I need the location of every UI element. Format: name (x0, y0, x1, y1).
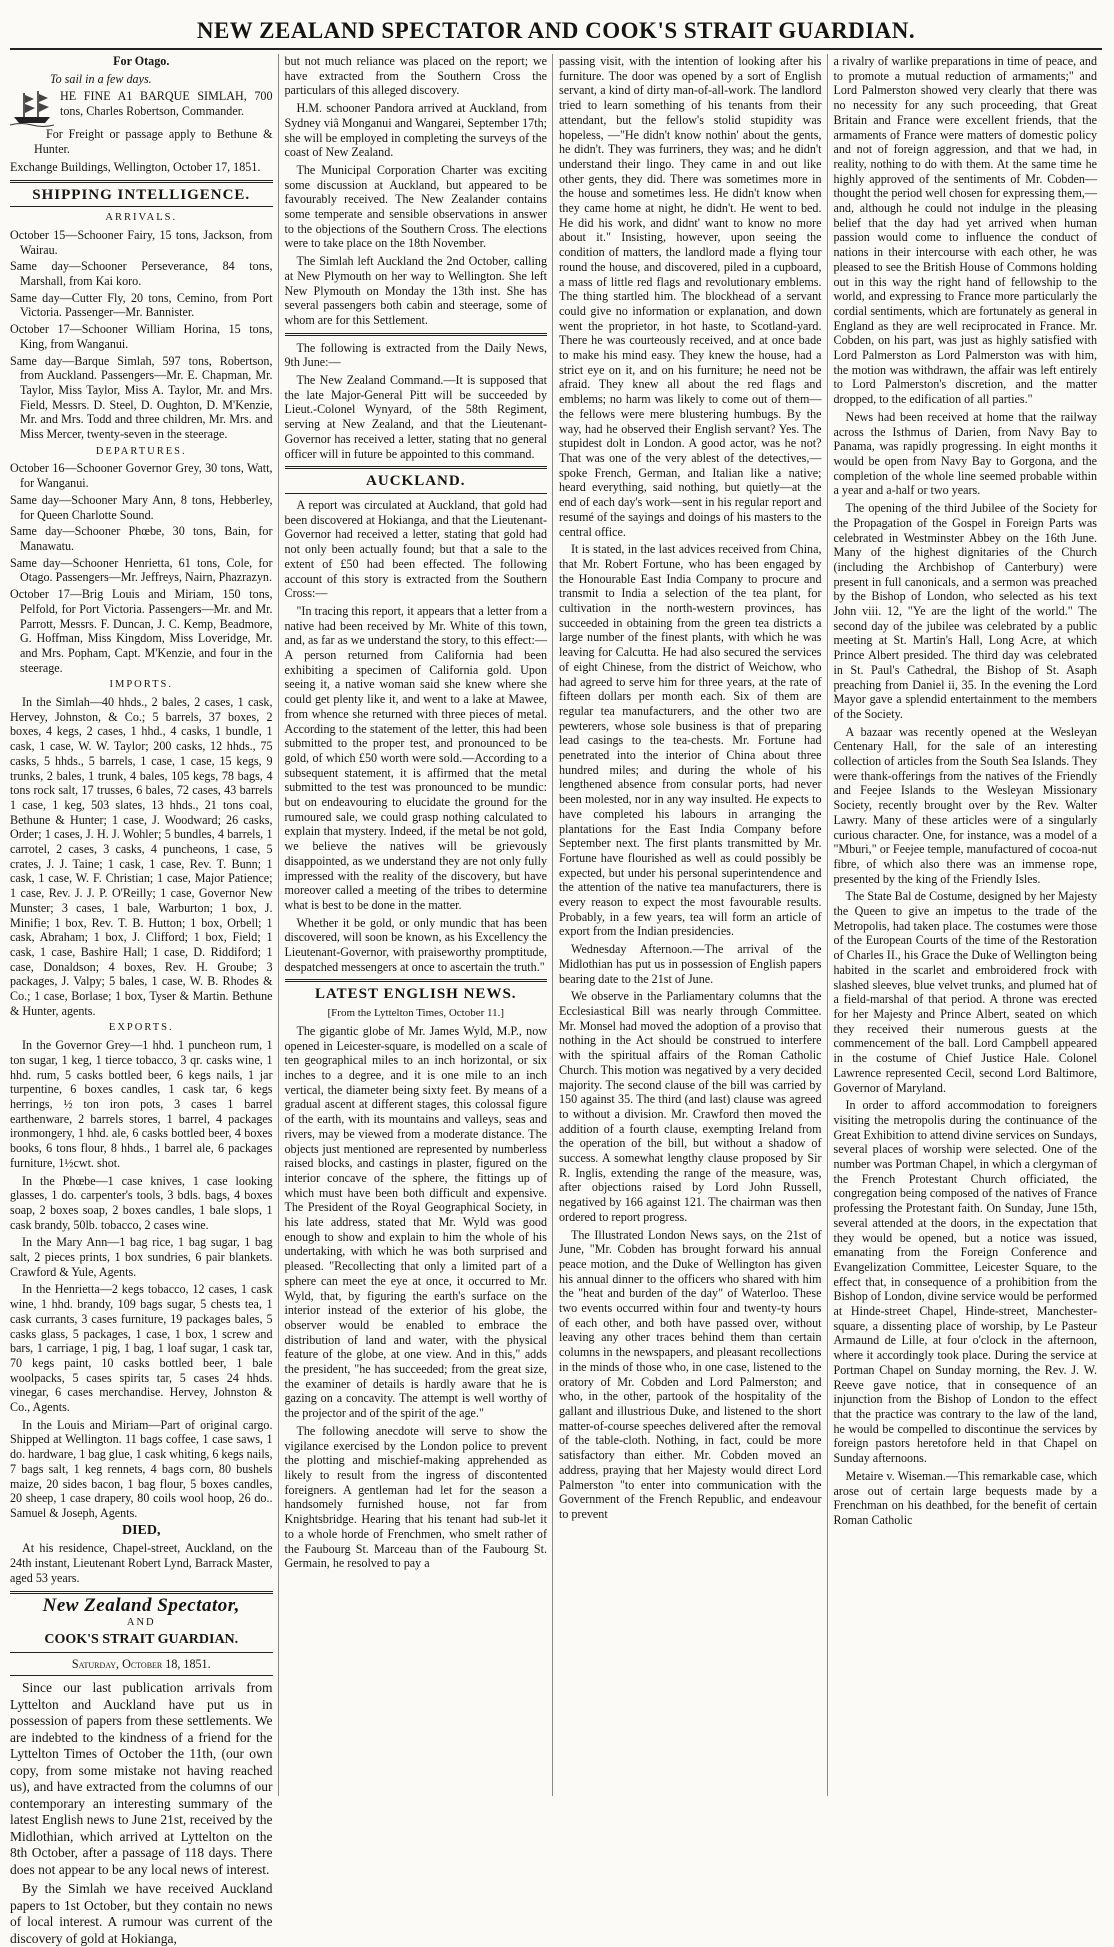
divider (285, 333, 548, 336)
ship-icon (10, 89, 54, 127)
article-paragraph: passing visit, with the intention of looking after his furniture. The door was opened by a sort of English servant, a kind of dirty man-of-all-work. The landlord tried to learn something of his tenants from their attendant, but the fellow's stolid stupidity was hopeless, —"He didn't know nothin' about the gents, he didn't. They was furriners, they was; and he didn't understand their lingo. They came in and out like other gents, they did. There was sometimes more in the house and sometimes less. He didn't know when they came home at night, he didn't. He went to bed. He did his work, and didnt' want to know no more about it." Insisting, however, upon seeing the condition of matters, the landlord made a flying tour round the house, and discovered, piled in a cupboard, a mass of little red flags and revolutionary emblems. The thing startled him. The blockhead of a servant could give no information or explanation, and down went the proprietor, in hot haste, to Scotland-yard. There he was courteously received, and at once bade to make his mind easy. They knew the house, had a strict eye on it, and on his furniture; he need not be afraid. They knew all about the red flags and emblems; no harm was likely to come out of them—the fellows were mere blustering humbugs. By the way, had he observed their English servant? Yes. The stupidest dolt in London. A good actor, was he not? That was one of the very ablest of the detectives,—spoke French, German, and Italian like a native; heard everything, said nothing, but quietly—at the end of each day's work—sent in his regular report and resumé of the sayings and doings of his masters to the central office. (559, 54, 822, 539)
divider (285, 979, 548, 982)
arrivals-heading: ARRIVALS. (105, 212, 178, 224)
ship-advertisement (10, 89, 273, 127)
divider (10, 180, 273, 183)
divider (10, 1591, 273, 1594)
imports-heading: IMPORTS. (109, 679, 173, 691)
article-paragraph: The Simlah left Auckland the 2nd October, calling at New Plymouth on her way to Wellington. She left New Plymouth on Monday the 13th inst. She has several passengers both cabin and steerage, some of whom are for this Settlement. (284, 254, 547, 327)
latest-news-source: [From the Lyttelton Times, October 11.] (327, 1007, 504, 1020)
latest-paragraph: The following anecdote will serve to show the vigilance exercised by the London police to prevent the plotting and mischief-making apprehended as likely to result from the ingress of discontented foreigners. A gentleman had let for the season a handsomely furnished house, not far from Knightsbridge. Hearing that his tenant had sub-let it to a whole horde of Frenchmen, who smelt rather of the Faubourg St. Marceau than of the Faubourg St. Germain, he resolved to pay a (284, 1423, 547, 1571)
ad-freight: For Freight or passage apply to Bethune & Hunter. (34, 127, 273, 157)
exports-entry: In the Phœbe—1 case knives, 1 case looking glasses, 1 do. carpenter's tools, 3 bdls. bags, 4 boxes soap, 2 boxes soap, 2 boxes candles, 1 bale slops, 1 cask brandy, 50lb. tobacco, 2 cases wine. (10, 1173, 273, 1232)
article-paragraph: a rivalry of warlike preparations in time of peace, and to promote a mutual reduction of armaments;" and Lord Palmerston showed very clearly that there was no necessity for any such proceeding, that Great Britain and France were excellent friends, that the armaments of France were matters of domestic policy and not of foreign aggression, and that we had, in reality, nothing to do with them. At the same time he highly approved of the sentiments of Mr. Cobden—thought the period well chosen for expressing them,—and, although he could not indulge in the pleasing belief that the day had yet arrived when human passion would come to influence the conduct of nations in their intercourse with each other, he was pleased to see the British House of Commons holding out in this way the right hand of fellowship to the world, and expressing to France more particularly the cordial sentiments, which are fortunately as general in England as they are well reciprocated in France. Mr. Cobden, on his part, was just as highly satisfied with Lord Palmerston as Lord Palmerston was with him, the motion was withdrawn, the affair was left entirely to Lord Palmerston's discretion, and the matter dropped, to the edification of all parties." (833, 54, 1097, 407)
lead-paragraph: By the Simlah we have received Auckland papers to 1st October, but they contain no news of local interest. A rumour was current of the discovery of gold at Hokianga, (10, 1881, 273, 1946)
departure-entry: Same day—Schooner Phœbe, 30 tons, Bain, for Manawatu. (10, 524, 273, 553)
exports-entry: In the Louis and Miriam—Part of original cargo. Shipped at Wellington. 11 bags coffee, 1 case saws, 1 do. hardware, 1 bag glue, 1 cask whiting, 6 kegs nails, 7 bags salt, 1 keg rennets, 4 bags corn, 80 bushels maize, 20 sides bacon, 1 bag flour, 5 boxes candles, 20 sheep, 1 case drapery, 80 coils wool hoop, 26 do.. Samuel & Joseph, Agents. (10, 1417, 273, 1520)
ad-address: Exchange Buildings, Wellington, October 17, 1851. (10, 159, 261, 174)
departure-entry: October 16—Schooner Governor Grey, 30 tons, Watt, for Wanganui. (10, 461, 273, 491)
auckland-heading: AUCKLAND. (366, 473, 466, 490)
paper-title: New Zealand Spectator, (42, 1594, 240, 1616)
arrival-entry: October 15—Schooner Fairy, 15 tons, Jackson, from Wairau. (10, 227, 273, 257)
article-paragraph: We observe in the Parliamentary columns that the Ecclesiastical Bill was nearly through Committee. Mr. Monsel had moved the adoption of a proviso that nothing in the Act should be construed to interfere with the spiritual affairs of the Roman Catholic Church. This motion was negatived by a very decided majority. The second clause of the bill was carried by 150 against 35. The third (and last) clause was agreed to without a division. Mr. Crawford then moved the addition of a fourth clause, exempting Ireland from the operation of the bill, but without a shadow of success. A somewhat lengthy clause proposed by Sir R. Inglis, extending the range of the measure, was, after objections raised by Lord John Russell, negatived by 166 against 121. The chairman was then ordered to report progress. (559, 989, 822, 1224)
article-paragraph: Wednesday Afternoon.—The arrival of the Midlothian has put us in possession of English papers bearing date to the 21st of June. (559, 942, 822, 986)
article-paragraph: News had been received at home that the railway across the Isthmus of Darien, from Navy Bay to Panama, was rapidly progressing. In eight months it would be open from Navy Bay to Gorgona, and the completion of the whole line seemed probable within a year and a-half or two years. (833, 409, 1097, 498)
auckland-paragraph: A report was circulated at Auckland, that gold had been discovered at Hokianga, and that the Lieutenant-Governor had received a letter, stating that gold had not only been actually found; but that a sale to the extent of £50 had been effected. The following account of this story is extracted from the Southern Cross:— (284, 497, 547, 601)
article-paragraph: but not much reliance was placed on the report; we have extracted from the Southern Cross the particulars of this alleged discovery. (284, 54, 547, 98)
divider (285, 493, 548, 494)
exports-heading: EXPORTS. (108, 1022, 174, 1034)
column-3 (559, 54, 828, 1796)
died-heading: DIED, (121, 1522, 161, 1538)
paper-subtitle: COOK'S STRAIT GUARDIAN. (44, 1631, 239, 1647)
column-1 (10, 54, 279, 1946)
departures-heading: DEPARTURES. (95, 445, 187, 457)
departure-entry: Same day—Schooner Henrietta, 61 tons, Cole, for Otago. Passengers—Mr. Jeffreys, Nairn, Phazrazyn. (10, 555, 273, 585)
daily-news-intro: The following is extracted from the Daily News, 9th June:— (284, 340, 547, 370)
departure-entry: October 17—Brig Louis and Miriam, 150 tons, Pelfold, for Port Victoria. Passengers—Mr. and Mr. Parrott, Messrs. F. Duncan, J. C. Kemp, Beadmore, G. Hoffman, Miss Kingdom, Miss Loveridge, Mr. and Mrs. Popham, Capt. M'Kenzie, and four in the steerage. (10, 587, 273, 675)
latest-paragraph: The gigantic globe of Mr. James Wyld, M.P., now opened in Leicester-square, is modelled on a scale of ten geographical miles to an inch horizontal, or six inches to a degree, and it is one mile to an inch vertical, the diameter being sixty feet. By means of a gradual ascent at different stages, this colossal figure of the earth, with its mountains and valleys, seas and rivers, may be viewed from a moderate distance. The objects just mentioned are represented by numberless raised blocks, and castings in plaster, figured on the interior concave of the sphere, the fittings up of which must have been both difficult and expensive. The President of the Royal Geographical Society, in his late address, stated that Mr. Wyld was good enough to show and explain to him the whole of his undertaking, with which he was both surprised and pleased. "Recollecting that only a limited part of a sphere can meet the eye at once, it occurred to Mr. Wyld, that, by figuring the earth's surface on the interior instead of the exterior of his globe, the observer would be enabled to embrace the distribution of land and water, with the physical feature of the globe, at one view. And in this," adds the president, "he has succeeded; from the great size, the examiner of details is hardly aware that he is gazing on a concavity. The attempt is well worthy of the projector and of the spirit of the age." (284, 1023, 547, 1421)
article-paragraph: The opening of the third Jubilee of the Society for the Propagation of the Gospel in Foreign Parts was celebrated in Westminster Abbey on the 16th June. Many of the highest dignitaries of the Church (including the Archbishop of Canterbury) were present in full canonicals, and a sermon was preached by the Bishop of London, who selected as his text John viii. 12, "Ye are the light of the world." The second day of the jubilee was celebrated by a public meeting at St. Martin's Hall, Long Acre, at which Prince Albert presided. The third day was celebrated in St. Paul's Cathedral, the Bishop of St. Asaph preaching from Daniel ii, 35. In the evening the Lord Mayor gave a splendid entertainment to the members of the Society. (833, 501, 1097, 721)
masthead: NEW ZEALAND SPECTATOR AND COOK'S STRAIT GUARDIAN. (10, 14, 1102, 50)
latest-news-heading: LATEST ENGLISH NEWS. (314, 986, 517, 1003)
article-paragraph: In order to afford accommodation to foreigners visiting the metropolis during the continuance of the Great Exhibition to attend divine services on Sundays, several places of worship were selected. One of the number was Portman Chapel, in which a clergyman of the French Protestant Church officiated, the congregation being composed of the natives of France professing the Protestant faith. On Sunday, June 15th, several attended at the doors, in the expectation that they would be opened, but a notice was issued, emanating from the Foreign Conference and Evangelization Committee, Leicester Square, to the effect that, in consequence of a prohibition from the Bishop of London, divine service would be performed at Hinde-street Chapel, Hinde-street, Manchester-square, a dissenting place of worship, by Le Pasteur Armaund de Lille, at four o'clock in the afternoon, where it accordingly took place. During the service at Portman Chapel on Sunday morning, the Rev. J. W. Reeve gave notice, that in consequence of an injunction from the Bishop of London to the effect that the practice was contrary to the law of the land, he would be compelled to discontinue the services by foreign pastors heretofore held in that Chapel on Sunday afternoons. (833, 1098, 1097, 1466)
divider (285, 466, 548, 469)
arrival-entry: Same day—Schooner Perseverance, 84 tons, Marshall, from Kai koro. (10, 259, 273, 289)
arrival-entry: Same day—Cutter Fly, 20 tons, Cemino, from Port Victoria. Passenger—Mr. Bannister. (10, 290, 273, 320)
article-paragraph: It is stated, in the last advices received from China, that Mr. Robert Fortune, who has been engaged by the Honourable East India Company to procure and transmit to India a selection of the tea plant, for cultivation in the north-western provinces, has succeeded in obtaining from the green tea districts a large number of the finest plants, with which he was leaving for Calcutta. He had also secured the services of eight Chinese, from the district of Weichow, who had agreed to serve him for three years, at the rate of fifteen dollars per month each. Six of them are regular tea manufacturers, and the other two are pewterers, whose sole business is that of preparing lead casings to the tea-chests. Mr. Fortune had penetrated into the interior of China about three hundred miles; and during the whole of his lengthened absence from consular ports, had never been molested, nor in any way insulted. He expects to have completed his labours in arranging the plantations for the East India Company before September next. The first plants transmitted by Mr. Fortune have flourished as well as could possibly be expected, but under his personal superintendence and the attention of the native tea manufacturers, there is every reason to expect the most favourable results. Probably, in a few years, tea will form an article of export from the Indian presidencies. (559, 542, 822, 939)
imports-text: In the Simlah—40 hhds., 2 bales, 2 cases, 1 cask, Hervey, Johnston, & Co.; 5 barrels, 37 boxes, 2 boxes, 4 kegs, 2 cases, 1 hhd., 4 casks, 1 bundle, 1 cask, 1 case, W. W. Taylor; 200 casks, 12 hhds., 75 casks, 5 hhds., 5 barrels, 1 case, 1 case, 15 kegs, 9 trunks, 2 bales, 1 trunk, 4 bales, 105 kegs, 78 bags, 4 tons rock salt, 17 trusses, 6 bales, 72 cases, 43 barrels 1 case, 1 keg, 503 slates, 13 hhds., 21 tons coal, Bethune & Hunter; 1 case, J. Woodward; 26 casks, Order; 1 cases, J. H. J. Wohler; 5 bundles, 4 barrels, 1 carrotel, 2 cases, 3 casks, 4 puncheons, 1 case, 5 crates, J. J. Taine; 1 cask, 1 case, Rev. T. Bunn; 1 cask, 1 case, W. F. Christian; 1 case, Major Patience; 1 case, Rev. J. J. P. O'Reilly; 1 case, Governor New Munster; 3 cases, 1 bale, Warburton; 1 box, J. Minifie; 1 box, Rev. T. B. Hutton; 1 box, Orbell; 1 cask, Abraham; 1 box, J. Clifford; 1 box, Field; 1 cask, 1 case, Bashire Hall; 1 case, D. Riddiford; 1 case, Donaldson; 4 boxes, Rev. H. Groube; 3 packages, J. Valpy; 5 bales, 1 case, W. B. Rhodes & Co.; 1 case, Borlase; 1 box, Tyser & Martin. Bethune & Hunter, agents. (10, 695, 273, 1018)
ad-title: For Otago. (113, 54, 170, 68)
article-paragraph: Metaire v. Wiseman.—This remarkable case, which arose out of certain large bequests made by a Frenchman on his deathbed, for the benefit of certain Roman Catholic (833, 1468, 1097, 1527)
article-paragraph: H.M. schooner Pandora arrived at Auckland, from Sydney viâ Monganui and Wangarei, September 17th; she will be employed in completing the surveys of the coast of New Zealand. (284, 101, 547, 160)
exports-entry: In the Henrietta—2 kegs tobacco, 12 cases, 1 cask wine, 1 hhd. brandy, 109 bags sugar, 5 chests tea, 1 cask currants, 3 cases furniture, 19 packages bales, 5 casks glass, 5 packages, 1 case, 1 box, 1 screw and bars, 1 carriage, 1 pig, 1 bag, 1 loaf sugar, 1 cask tar, 70 kegs paint, 10 casks bottled beer, 1 bale woolpacks, 5 cases spirits tar, 5 cases 24 hhds. vinegar, 6 cases merchandise. Hervey, Johnston & Co., Agents. (10, 1282, 273, 1415)
departure-entry: Same day—Schooner Mary Ann, 8 tons, Hebberley, for Queen Charlotte Sound. (10, 492, 273, 522)
ad-body: HE FINE A1 BARQUE SIMLAH, 700 tons, Charles Robertson, Commander. (60, 89, 273, 119)
columns (10, 54, 1102, 1946)
shipping-heading: SHIPPING INTELLIGENCE. (32, 186, 251, 203)
column-4 (834, 54, 1103, 1796)
paper-and: AND (126, 1617, 156, 1629)
command-paragraph: The New Zealand Command.—It is supposed that the late Major-General Pitt will be succeeded by Lieut.-Colonel Wynyard, of the 58th Regiment, serving at New Zealand, and that the Lieutenant-Governor has received a letter, stating that no general officer will in future be appointed to this command. (284, 373, 547, 461)
divider (10, 1675, 273, 1676)
auckland-paragraph: "In tracing this report, it appears that a letter from a native had been received by Mr. White of this town, and, as far as we understand the story, to this effect:—A person returned from California had been exhibiting a specimen of California gold. Upon seeing it, a native woman said she knew where she could get plenty like it, and went to a lake at Mawee, from whence she returned with three pieces of metal. According to the statement of the letter, this had been submitted to the proper test, and pronounced to be gold, of which £50 worth were sold.—According to a subsequent statement, it is affirmed that the metal submitted to the test was pronounced to be mundic: but on endeavouring to elucidate the ground for the rumoured sale, we could grasp nothing calculated to explain that mystery. Indeed, if the metal be not gold, we believe the natives will be grievously disappointed, as we understand they are not only fully impressed with the reality of the discovery, but have moreover called a meeting of the tribes to determine what is best to be done in the matter. (284, 603, 547, 912)
ad-subtitle: To sail in a few days. (50, 71, 152, 86)
arrival-entry: October 17—Schooner William Horina, 15 tons, King, from Wanganui. (10, 322, 273, 351)
exports-entry: In the Mary Ann—1 bag rice, 1 bag sugar, 1 bag salt, 2 pieces prints, 1 box sundries, 6 pair blankets. Crawford & Yule, Agents. (10, 1235, 273, 1279)
auckland-paragraph: Whether it be gold, or only mundic that has been discovered, will soon be known, as his Excellency the Lieutenant-Governor, with praiseworthy promptitude, despatched messengers at once to ascertain the truth." (284, 915, 547, 974)
lead-paragraph: Since our last publication arrivals from Lyttelton and Auckland have put us in possession of papers from these settlements. We are indebted to the kindness of a friend for the Lyttelton Times of October the 11th, (our own copy, from some mistake not having reached us), and have extracted from the columns of our contemporary an interesting summary of the latest English news to June 21st, received by the Midlothian, which arrived at Lyttelton on the 8th October, after a passage of 118 days. There does not appear to be any local news of interest. (10, 1680, 273, 1877)
article-paragraph: The State Bal de Costume, designed by her Majesty the Queen to give an impetus to the trade of the Metropolis, had taken place. The costumes were those of the European Courts of the time of the Restoration of Charles II., his Grace the Duke of Wellington being habited in the scarlet and embroidered frock with slashed sleeves, blue velvet trunks, and plumed hat of a field-marshal of that period. A throne was erected for her Majesty and Prince Albert, seated on which they received their numerous guests at the commencement of the ball. Lord Campbell appeared in the costume of Chief Justice Hale. Colonel Lawrence represented Cecil, second Lord Baltimore, Governor of Maryland. (833, 889, 1097, 1095)
died-notice: At his residence, Chapel-street, Auckland, on the 24th instant, Lieutenant Robert Lynd, Barrack Master, aged 53 years. (10, 1541, 273, 1585)
divider (10, 206, 273, 207)
paper-date: Saturday, October 18, 1851. (71, 1656, 211, 1671)
article-paragraph: A bazaar was recently opened at the Wesleyan Centenary Hall, for the sale of an interesting collection of articles from the South Sea Islands. They were thank-offerings from the natives of the Friendly and Feejee Islands to the Wesleyan Missionary Society, recently brought over by the Rev. Walter Lawry. Many of these articles were of a singularly curious character. One, for instance, was a model of a "Mburi," or Feejee temple, manufactured of cocoa-nut fibre, of which also there was an immense rope, presented by the king of the Friendly Isles. (833, 724, 1097, 886)
arrival-entry: Same day—Barque Simlah, 597 tons, Robertson, from Auckland. Passengers—Mr. E. Chapman, Mr. Taylor, Miss Taylor, Miss A. Taylor, Mr. and Mrs. Field, Messrs. D. Steel, D. Oughton, D. M'Kenzie, Mr. and Mrs. Todd and three children, Mr. Mrs. and Miss Mercer, twenty-seven in the steerage. (10, 353, 273, 442)
divider (10, 1652, 273, 1653)
column-2 (285, 54, 554, 1796)
article-paragraph: The Municipal Corporation Charter was exciting some discussion at Auckland, but appeared to be favourably received. The New Zealander contains some temperate and sensible observations in answer to the objections of the Southern Cross. The elections were to take place on the 18th November. (284, 162, 547, 251)
exports-entry: In the Governor Grey—1 hhd. 1 puncheon rum, 1 ton sugar, 1 keg, 1 tierce tobacco, 3 qr. casks wine, 1 hhd. rum, 5 casks bottled beer, 6 kegs nails, 1 jar turpentine, 6 boxes candles, 1 cask tar, 6 kegs herrings, ½ ton iron pots, 3 cases 1 barrel earthenware, 2 barrels stores, 1 barrel, 4 packages ironmongery, 1 hhd. ale, 6 casks bottled beer, 4 boxes books, 6 tons flour, 8 hhds., 1 barrel ale, 6 packages furniture, 1½cwt. shot. (10, 1038, 273, 1170)
article-paragraph: The Illustrated London News says, on the 21st of June, "Mr. Cobden has brought forward his annual peace motion, and the Duke of Wellington has given his annual dinner to the officers who shared with him the "heat and burden of the day" of Waterloo. These two events occurred within four and twenty-ty hours of each other, and both have passed over, without leaving any other traces behind them than certain columns in the newspapers, and pleasant recollections in the minds of those who, in one case, listened to the oratory of Mr. Cobden and Lord Palmerston; and who, in the other, partook of the hospitality of the gallant and illustrious Duke, and listened to the short matter-of-course speeches delivered after the removal of the table-cloth. Nothing, in fact, could be more satisfactory than either. Mr. Cobden moved an address, praying that her Majesty would direct Lord Palmerston "to enter into communication with the Government of the French Republic, and endeavour to prevent (559, 1227, 822, 1521)
